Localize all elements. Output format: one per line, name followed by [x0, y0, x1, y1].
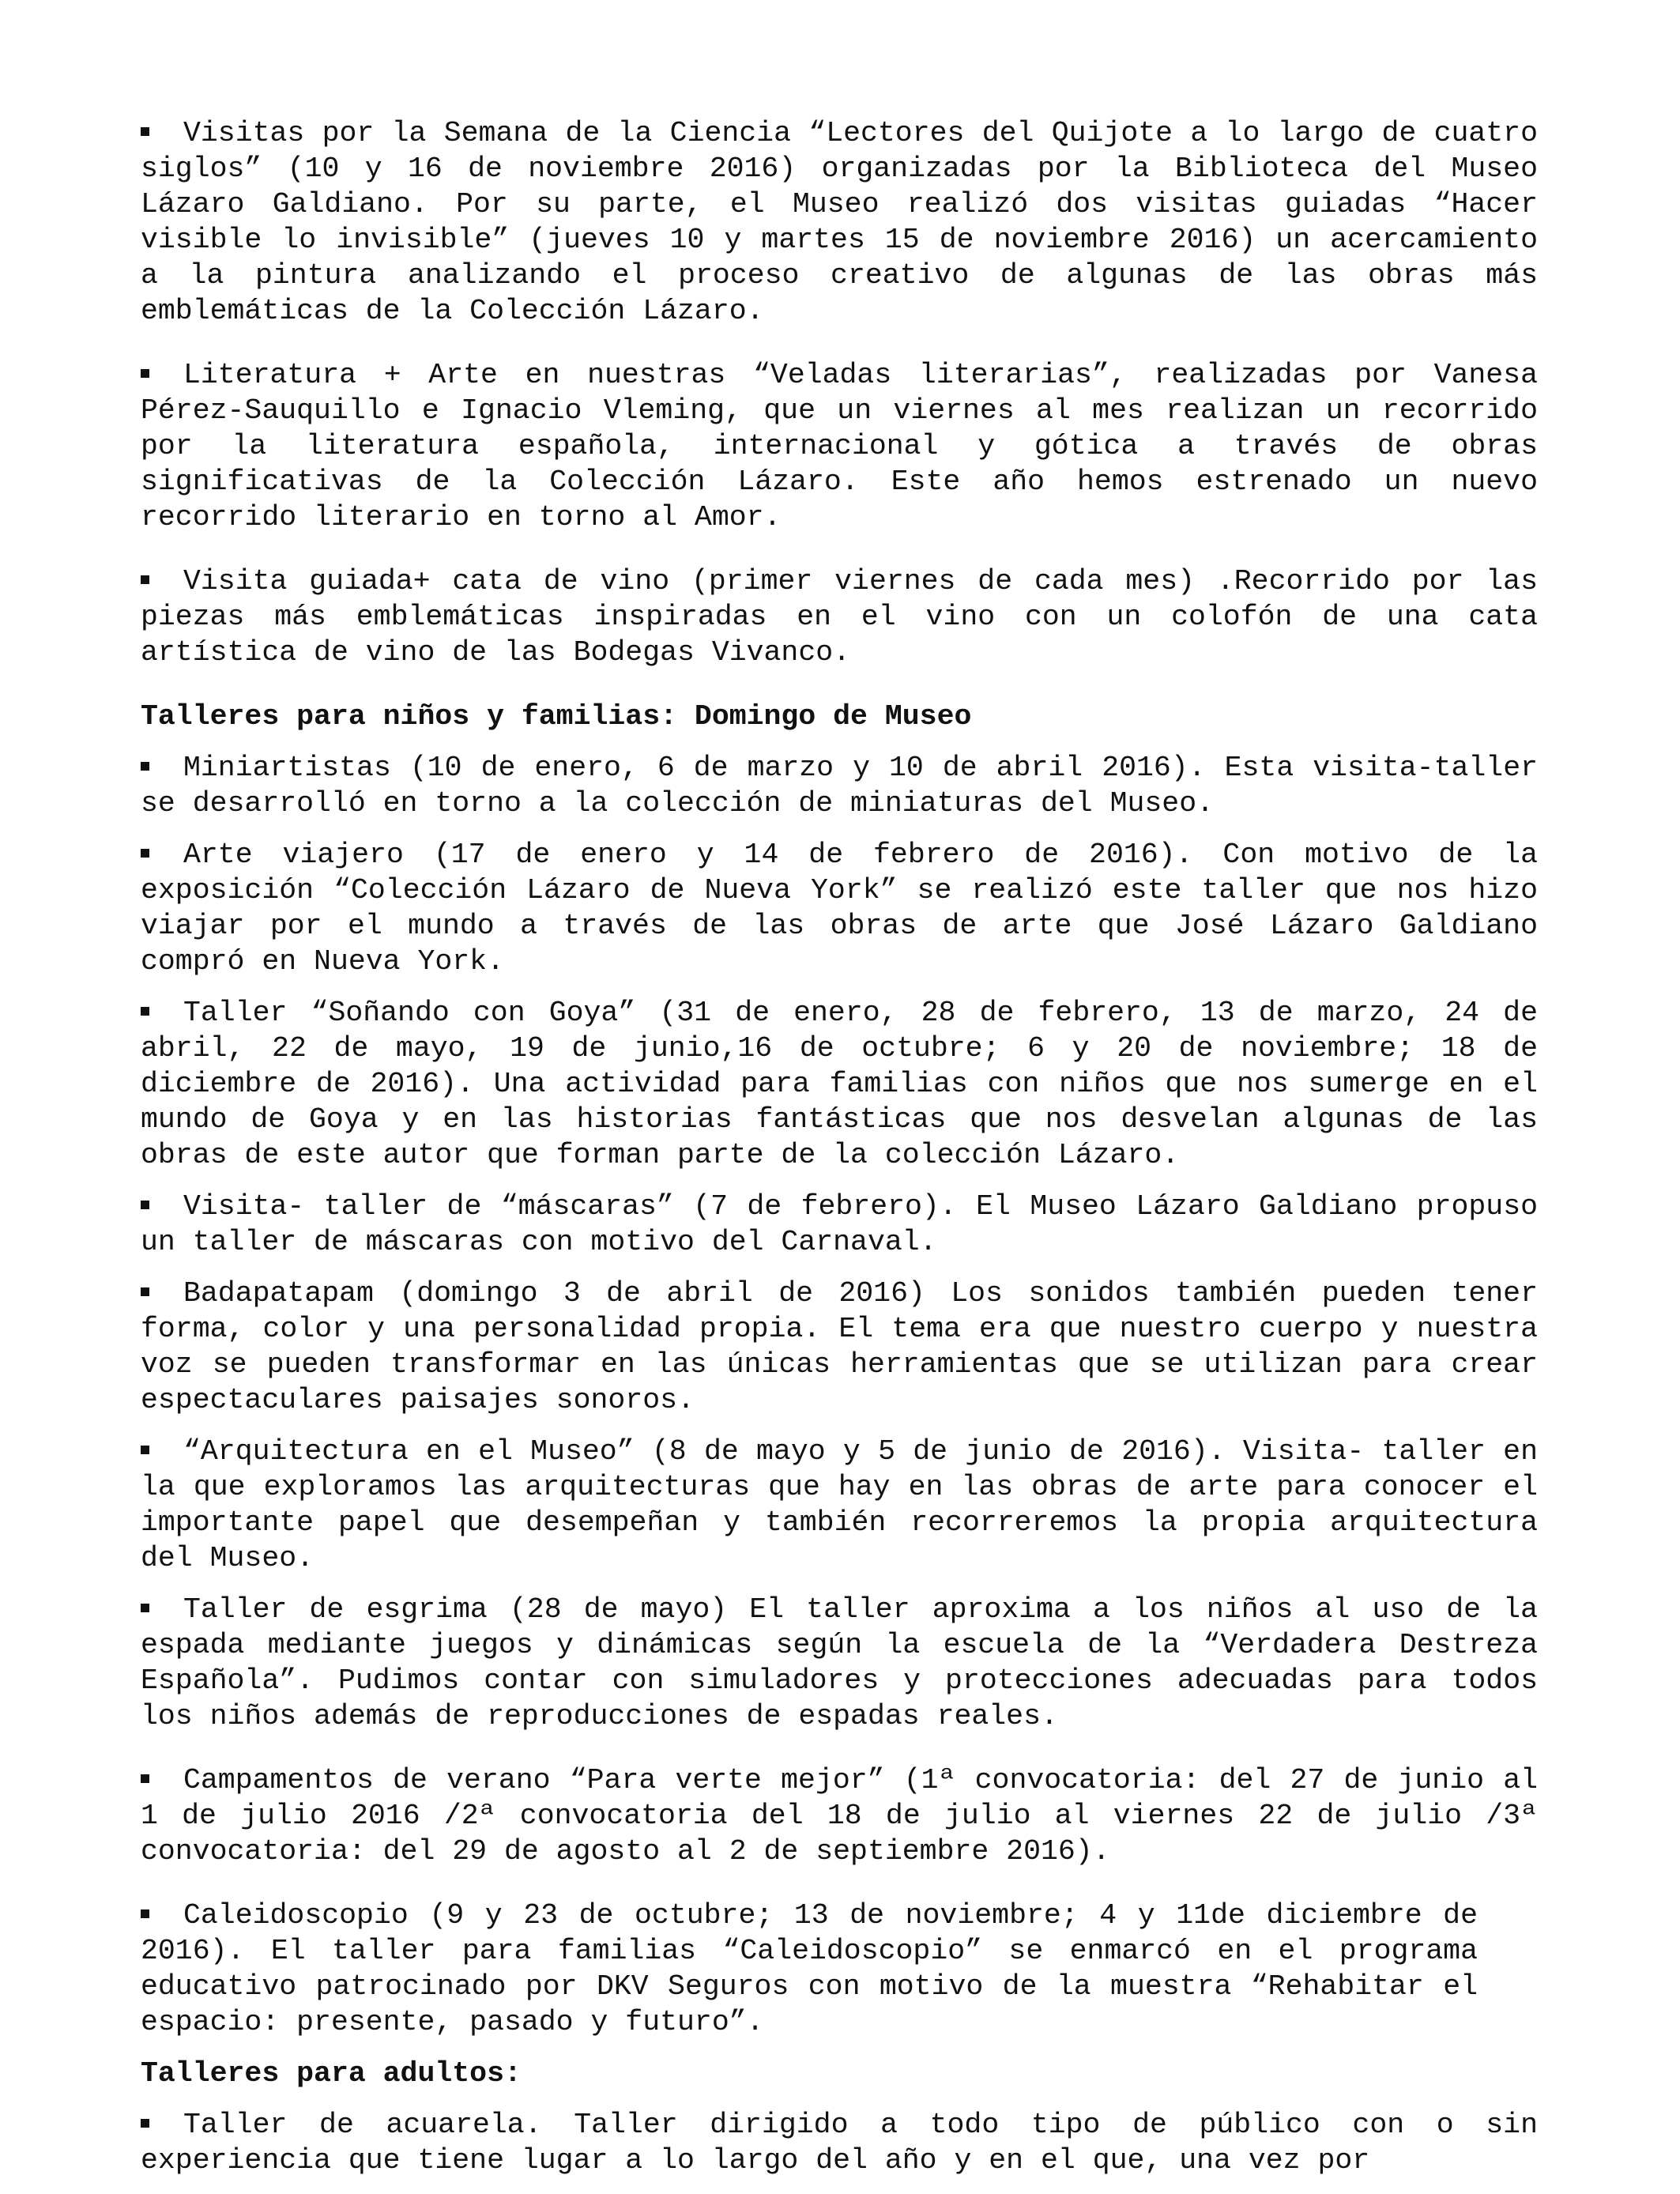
list-item — [141, 1898, 1478, 2040]
list-item — [141, 2107, 1538, 2178]
list-item — [141, 1762, 1538, 1869]
bullet-icon — [141, 1590, 183, 1626]
list-item-text: Taller de acuarela. Taller dirigido a todo tipo de público con o sin experiencia que tiene lugar a lo largo del año y en el que, una vez por — [141, 2109, 1538, 2177]
bullet-icon — [141, 835, 183, 871]
list-item-text: Visita guiada+ cata de vino (primer viernes de cada mes) .Recorrido por las piezas más emblemáticas inspiradas en el vino con un colofón de una cata artística de vino de las Bodegas Vivanco. — [141, 565, 1538, 669]
document-page — [141, 115, 1538, 2178]
list-item-text: Taller de esgrima (28 de mayo) El taller aproxima a los niños al uso de la espada mediante juegos y dinámicas según la escuela de la “Verdadera Destreza Española”. Pudimos contar con simuladores y protecciones adecuadas para todos los niños además de reproducciones de espadas reales. — [141, 1593, 1538, 1732]
list-item — [141, 750, 1538, 821]
bullet-icon — [141, 1274, 183, 1310]
list-item-text: Taller “Soñando con Goya” (31 de enero, 28 de febrero, 13 de marzo, 24 de abril, 22 de mayo, 19 de junio,16 de octubre; 6 y 20 de noviembre; 18 de diciembre de 2016). Una actividad para familias con niños que nos sumerge en el mundo de Goya y en las historias fantásticas que nos desvelan algunas de las obras de este autor que forman parte de la colección Lázaro. — [141, 997, 1538, 1171]
bullet-icon — [141, 356, 183, 391]
list-item-text: Arte viajero (17 de enero y 14 de febrero de 2016). Con motivo de la exposición “Colección Lázaro de Nueva York” se realizó este taller que nos hizo viajar por el mundo a través de las obras de arte que José Lázaro Galdiano compró en Nueva York. — [141, 839, 1538, 978]
list-item-text: Visitas por la Semana de la Ciencia “Lectores del Quijote a lo largo de cuatro siglos” (10 y 16 de noviembre 2016) organizadas por la Biblioteca del Museo Lázaro Galdiano. Por su parte, el Museo realizó dos visitas guiadas “Hacer visible lo invisible” (jueves 10 y martes 15 de noviembre 2016) un acercamiento a la pintura analizando el proceso creativo de algunas de las obras más emblemáticas de la Colección Lázaro. — [141, 117, 1538, 327]
list-item — [141, 1434, 1538, 1576]
bullet-icon — [141, 1761, 183, 1796]
list-item-text: Badapatapam (domingo 3 de abril de 2016) Los sonidos también pueden tener forma, color y una personalidad propia. El tema era que nuestro cuerpo y nuestra voz se pueden transformar en las únicas herramientas que se utilizan para crear espectaculares paisajes sonoros. — [141, 1277, 1538, 1416]
list-item-text: Literatura + Arte en nuestras “Veladas literarias”, realizadas por Vanesa Pérez-Sauquillo e Ignacio Vleming, que un viernes al mes realizan un recorrido por la literatura española, internacional y gótica a través de obras significativas de la Colección Lázaro. Este año hemos estrenado un nuevo recorrido literario en torno al Amor. — [141, 359, 1538, 533]
list-item — [141, 115, 1538, 329]
list-item — [141, 1189, 1538, 1260]
bullet-icon — [141, 1432, 183, 1468]
list-item — [141, 1592, 1538, 1734]
list-item-text: Miniartistas (10 de enero, 6 de marzo y 10 de abril 2016). Esta visita-taller se desarrolló en torno a la colección de miniaturas del Museo. — [141, 752, 1538, 820]
list-item-text: “Arquitectura en el Museo” (8 de mayo y 5 de junio de 2016). Visita- taller en la que exploramos las arquitecturas que hay en las obras de arte para conocer el importante papel que desempeñan y también recorreremos la propia arquitectura del Museo. — [141, 1435, 1538, 1574]
bullet-icon — [141, 993, 183, 1029]
list-item-text: Visita- taller de “máscaras” (7 de febrero). El Museo Lázaro Galdiano propuso un taller de máscaras con motivo del Carnaval. — [141, 1190, 1538, 1258]
list-item-text: Campamentos de verano “Para verte mejor” (1ª convocatoria: del 27 de junio al 1 de julio 2016 /2ª convocatoria del 18 de julio al viernes 22 de julio /3ª convocatoria: del 29 de agosto al 2 de septiembre 2016). — [141, 1764, 1538, 1868]
bullet-icon — [141, 114, 183, 149]
list-item — [141, 564, 1538, 670]
section-heading-adults: Talleres para adultos: — [141, 2057, 522, 2090]
list-item — [141, 837, 1538, 979]
bullet-icon — [141, 748, 183, 784]
list-item-text: Caleidoscopio (9 y 23 de octubre; 13 de noviembre; 4 y 11de diciembre de 2016). El taller para familias “Caleidoscopio” se enmarcó en el programa educativo patrocinado por DKV Seguros con motivo de la muestra “Rehabitar el espacio: presente, pasado y futuro”. — [141, 1899, 1478, 2038]
bullet-icon — [141, 1896, 183, 1932]
list-item — [141, 357, 1538, 535]
bullet-icon — [141, 562, 183, 598]
bullet-icon — [141, 2105, 183, 2141]
section-heading-children: Talleres para niños y familias: Domingo de Museo — [141, 700, 972, 733]
list-item — [141, 1276, 1538, 1418]
bullet-icon — [141, 1187, 183, 1223]
list-item — [141, 995, 1538, 1173]
